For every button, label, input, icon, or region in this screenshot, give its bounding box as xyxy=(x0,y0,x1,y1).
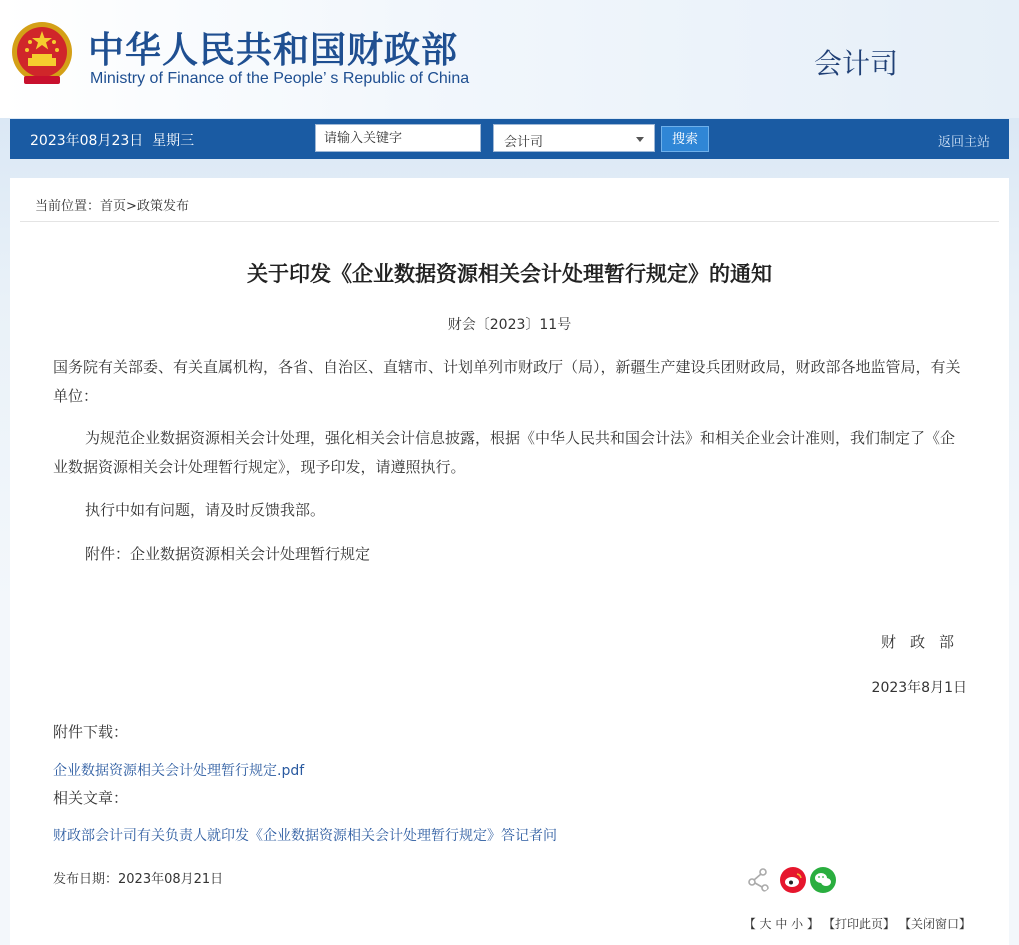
weekday-text: 星期三 xyxy=(152,133,195,149)
search-input[interactable] xyxy=(315,124,481,152)
breadcrumb-section[interactable]: 政策发布 xyxy=(136,199,189,214)
article-paragraph: 为规范企业数据资源相关会计处理，强化相关会计信息披露，根据《中华人民共和国会计法》和相关企业会计准则，我们制定了《企业数据资源相关会计处理暂行规定》，现予印发，请遵照执行。 xyxy=(53,429,956,476)
site-header xyxy=(0,0,1019,118)
publish-date-value: 2023年08月21日 xyxy=(118,872,224,887)
document-number: 财会〔2023〕11号 xyxy=(447,317,572,333)
article-title: 关于印发《企业数据资源相关会计处理暂行规定》的通知 xyxy=(247,262,772,286)
divider xyxy=(20,221,999,222)
print-button[interactable]: 【打印此页】 xyxy=(828,917,895,931)
related-article-link[interactable]: 财政部会计司有关负责人就印发《企业数据资源相关会计处理暂行规定》答记者问 xyxy=(53,828,557,844)
breadcrumb-home[interactable]: 首页 xyxy=(100,199,127,214)
related-label: 相关文章： xyxy=(53,789,129,807)
attachments-label: 附件下载： xyxy=(53,723,129,741)
date-text: 2023年08月23日 xyxy=(30,133,144,149)
chevron-down-icon xyxy=(636,137,644,142)
article-paragraph: 国务院有关部委、有关直属机构，各省、自治区、直辖市、计划单列市财政厅（局），新疆生产建设兵团财政局，财政部各地监管局，有关单位： xyxy=(53,358,961,405)
attachment-link[interactable]: 企业数据资源相关会计处理暂行规定.pdf xyxy=(53,763,305,779)
current-date xyxy=(30,130,194,150)
share-icon[interactable] xyxy=(746,867,772,893)
department-name: 会计司 xyxy=(814,47,899,80)
search-button[interactable]: 搜索 xyxy=(661,126,709,152)
signature-date: 2023年8月1日 xyxy=(871,680,967,696)
publish-date xyxy=(53,868,223,887)
article-paragraph: 执行中如有问题，请及时反馈我部。 xyxy=(85,501,326,519)
breadcrumb xyxy=(35,195,189,214)
site-select-value: 会计司 xyxy=(504,135,544,150)
page-tools xyxy=(734,915,971,932)
nav-bar xyxy=(10,119,1009,159)
close-window-button[interactable]: 【关闭窗口】 xyxy=(904,917,971,931)
home-link[interactable]: 返回主站 xyxy=(937,135,990,150)
signature-org: 财政部 xyxy=(880,633,968,651)
article-paragraph: 附件：企业数据资源相关会计处理暂行规定 xyxy=(85,545,371,563)
breadcrumb-prefix: 当前位置： xyxy=(35,199,101,214)
publish-label: 发布日期： xyxy=(53,872,119,887)
article-card xyxy=(10,178,1009,945)
breadcrumb-separator: > xyxy=(126,199,137,214)
font-size-control[interactable]: 【 大 中 小 】 xyxy=(743,917,819,931)
ministry-name-en: Ministry of Finance of the People’ s Republic of China xyxy=(90,70,470,87)
wechat-icon[interactable] xyxy=(810,867,836,893)
site-select[interactable] xyxy=(493,124,655,152)
weibo-icon[interactable] xyxy=(780,867,806,893)
national-emblem-icon xyxy=(10,20,74,88)
ministry-name-cn: 中华人民共和国财政部 xyxy=(88,30,459,71)
